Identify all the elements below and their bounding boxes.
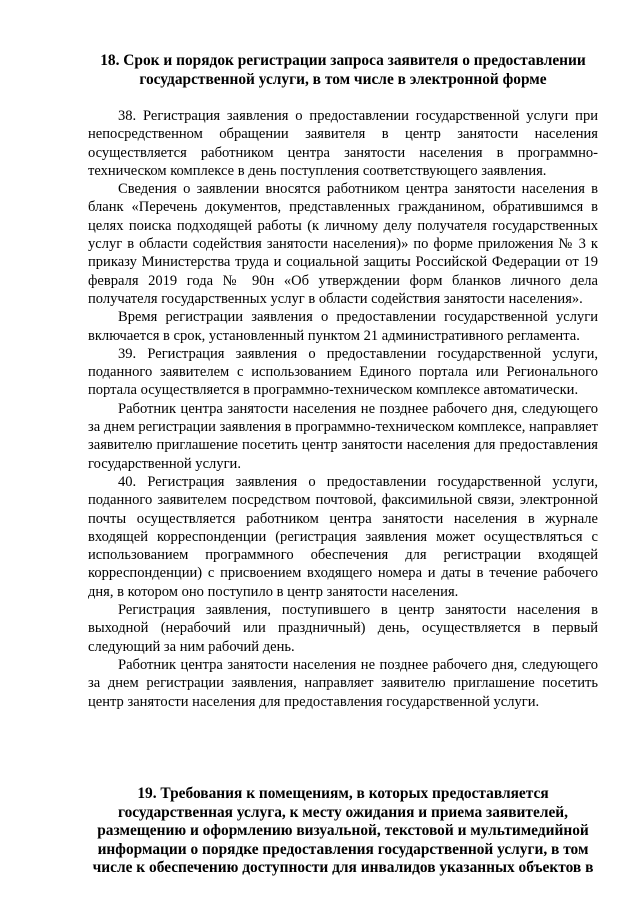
- paragraph-38-details: Сведения о заявлении вносятся работником центра занятости населения в бланк «Перечень документов, представленных гражданином, обратившимся в целях поиска подходящей работы (к личному делу получателя государственных услуг в области содействия занятости населения)» по форме приложения № 3 к приказу Министерства труда и социальной защиты Российской Федерации от 19 февраля 2019 года № 90н «Об утверждении форм бланков личного дела получателя государственных услуг в области содействия занятости населения».: [88, 181, 598, 307]
- paragraph-38: 38. Регистрация заявления о предоставлении государственной услуги при непосредственном обращении заявителя в центр занятости населения осуществляется работником центра занятости населения в программно-техническом комплексе в день поступления соответствующего заявления.: [88, 108, 598, 179]
- paragraph-40-invitation: Работник центра занятости населения не позднее рабочего дня, следующего за днем регистрации заявления, направляет заявителю приглашение посетить центр занятости населения для предоставления государственной услуги.: [88, 656, 598, 710]
- paragraph-40-weekend: Регистрация заявления, поступившего в центр занятости населения в выходной (нерабочий или праздничный) день, осуществляется в первый следующий за ним рабочий день.: [88, 602, 598, 655]
- paragraph-39: 39. Регистрация заявления о предоставлении государственной услуги, поданного заявителем с использованием Единого портала или Регионального портала осуществляется в программно-техническом комплексе автоматически.: [88, 345, 598, 399]
- section-19-heading: 19. Требования к помещениям, в которых предоставляется государственная услуга, к месту ожидания и приема заявителей, размещению и оформлению визуальной, текстовой и мультимедийной информации о порядке предоставления государственной услуги, в том числе к обеспечению доступности для инвалидов указанных объектов в: [92, 785, 594, 876]
- paragraph-40: 40. Регистрация заявления о предоставлении государственной услуги, поданного заявителем посредством почтовой, факсимильной связи, электронной почты осуществляется работником центра занятости населения в журнале входящей корреспонденции (регистрация заявления может осуществляться с использованием программного обеспечения для регистрации входящей корреспонденции) с присвоением входящего номера и даты в течение рабочего дня, в котором оно поступило в центр занятости населения.: [88, 473, 598, 600]
- section-18-body: [88, 107, 598, 711]
- paragraph-38-time: Время регистрации заявления о предоставлении государственной услуги включается в срок, установленный пунктом 21 административного регламента.: [88, 309, 598, 344]
- paragraph-39-invitation: Работник центра занятости населения не позднее рабочего дня, следующего за днем регистрации заявления в программно-техническом комплексе, направляет заявителю приглашение посетить центр занятости населения для предоставления государственной услуги.: [88, 400, 598, 472]
- section-18-heading: 18. Срок и порядок регистрации запроса заявителя о предоставлении государственной услуги, в том числе в электронной форме: [100, 52, 586, 88]
